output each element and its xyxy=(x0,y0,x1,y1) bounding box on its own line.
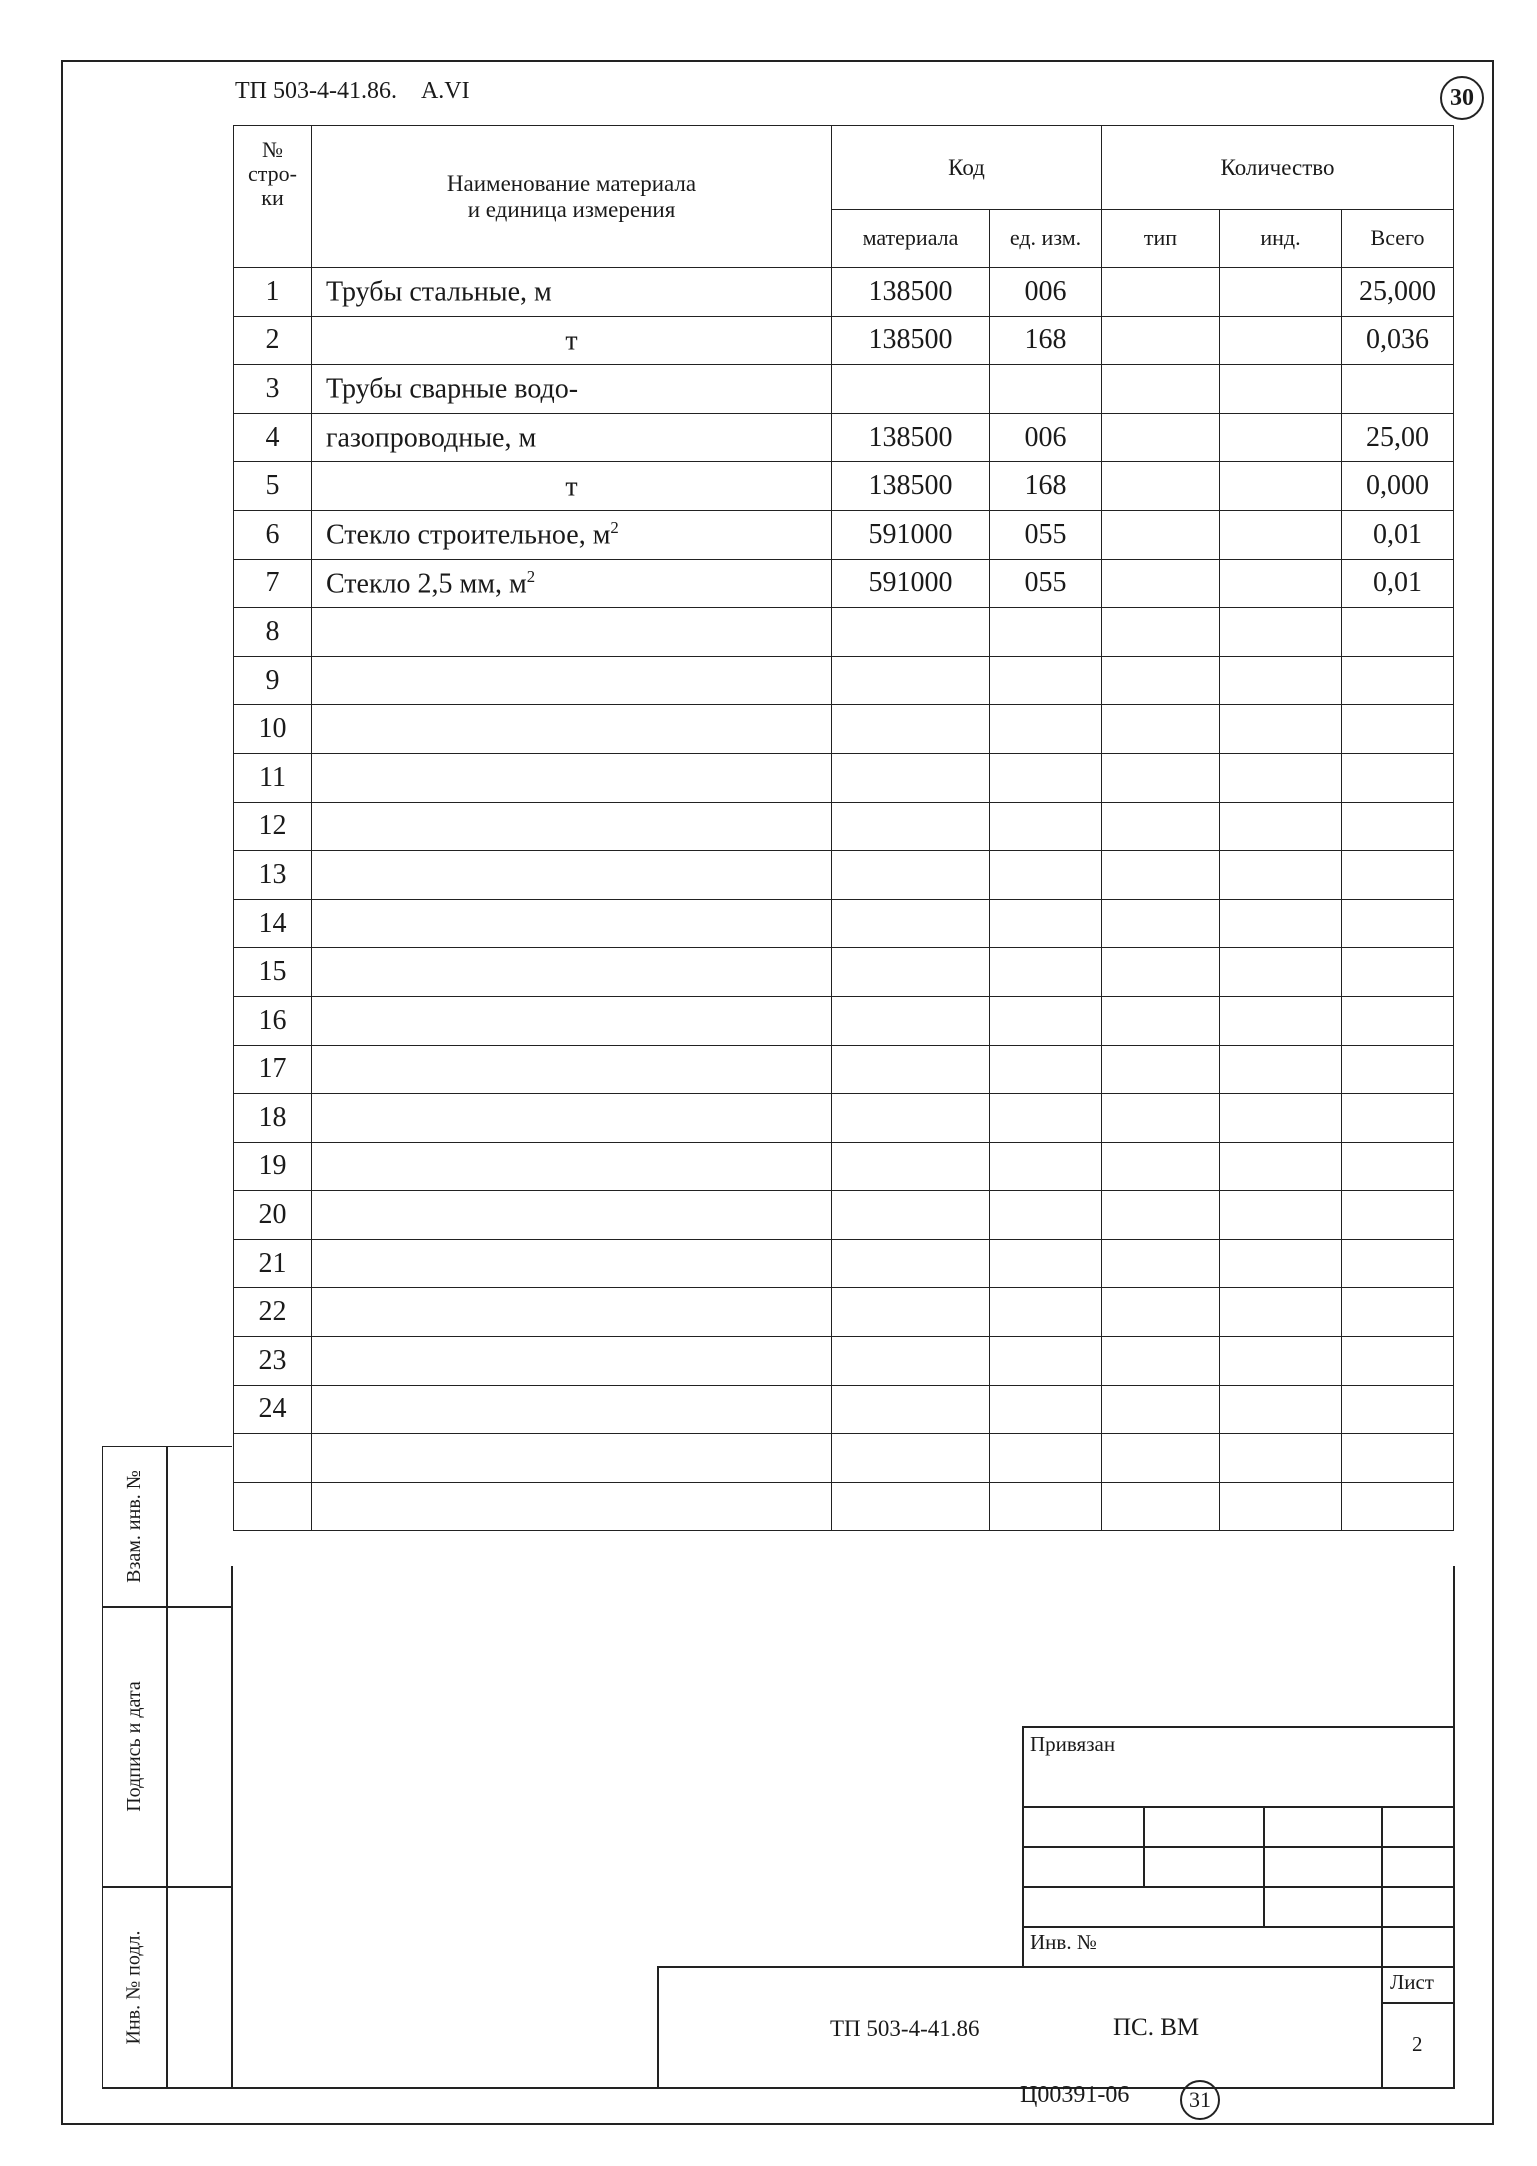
material-code-cell xyxy=(832,1337,990,1386)
title-block-line xyxy=(1143,1806,1145,1886)
row-number-cell xyxy=(234,1434,312,1483)
table-row xyxy=(234,510,1454,559)
footer-page-badge: 31 xyxy=(1180,2080,1220,2120)
drawing-bottom-border xyxy=(102,2087,1455,2089)
qty-total-cell xyxy=(1342,1288,1454,1337)
qty-type-cell xyxy=(1102,510,1220,559)
row-number-cell: 18 xyxy=(234,1094,312,1143)
qty-ind-cell xyxy=(1220,608,1342,657)
stamp-original-inv-label: Инв. № подл. xyxy=(122,1930,145,2044)
material-code-cell: 138500 xyxy=(832,268,990,317)
unit-superscript: 2 xyxy=(610,518,619,538)
row-number-cell: 1 xyxy=(234,268,312,317)
qty-ind-cell xyxy=(1220,1142,1342,1191)
table-row xyxy=(234,1239,1454,1288)
unit-code-cell xyxy=(990,1239,1102,1288)
qty-type-cell xyxy=(1102,1288,1220,1337)
material-name-cell xyxy=(312,316,832,365)
qty-type-cell xyxy=(1102,802,1220,851)
document-header: ТП 503-4-41.86. A.VI xyxy=(235,78,470,104)
material-code-cell xyxy=(832,1288,990,1337)
material-name-text: Трубы стальные, м xyxy=(326,276,552,308)
row-number-cell: 13 xyxy=(234,851,312,900)
material-name-cell xyxy=(312,559,832,608)
qty-total-cell: 0,01 xyxy=(1342,510,1454,559)
qty-ind-cell xyxy=(1220,656,1342,705)
table-row xyxy=(234,1045,1454,1094)
unit-code-cell: 006 xyxy=(990,413,1102,462)
table-row xyxy=(234,851,1454,900)
table-row xyxy=(234,802,1454,851)
row-number-cell: 19 xyxy=(234,1142,312,1191)
header-qty-total: Всего xyxy=(1342,210,1454,268)
qty-type-cell xyxy=(1102,948,1220,997)
material-name-cell xyxy=(312,1288,832,1337)
material-code-cell xyxy=(832,851,990,900)
doc-part: ПС. ВМ xyxy=(1113,2014,1200,2041)
material-name-cell xyxy=(312,1434,832,1483)
table-row xyxy=(234,705,1454,754)
material-code-cell: 591000 xyxy=(832,559,990,608)
material-code-cell: 138500 xyxy=(832,316,990,365)
qty-total-cell xyxy=(1342,899,1454,948)
table-row xyxy=(234,462,1454,511)
table-row xyxy=(234,608,1454,657)
stamp-signature-date-label: Подпись и дата xyxy=(122,1680,145,1812)
row-number-cell: 3 xyxy=(234,365,312,414)
material-code-cell: 138500 xyxy=(832,462,990,511)
header-code-unit: ед. изм. xyxy=(990,210,1102,268)
table-row xyxy=(234,996,1454,1045)
row-number-cell: 9 xyxy=(234,656,312,705)
drawing-left-border xyxy=(231,1566,233,2088)
material-name-cell xyxy=(312,268,832,317)
stamp-replacement-inv xyxy=(102,1446,166,1606)
material-code-cell xyxy=(832,753,990,802)
qty-ind-cell xyxy=(1220,1191,1342,1240)
title-block-line xyxy=(657,1966,659,2088)
inv-label: Инв. № xyxy=(1030,1930,1097,1954)
unit-code-cell xyxy=(990,996,1102,1045)
row-number-cell: 6 xyxy=(234,510,312,559)
material-code-cell xyxy=(832,802,990,851)
material-code-cell: 138500 xyxy=(832,413,990,462)
row-number-cell: 15 xyxy=(234,948,312,997)
unit-code-cell xyxy=(990,1482,1102,1531)
qty-type-cell xyxy=(1102,996,1220,1045)
header-code-material: материала xyxy=(832,210,990,268)
qty-type-cell xyxy=(1102,365,1220,414)
unit-code-cell xyxy=(990,753,1102,802)
qty-ind-cell xyxy=(1220,316,1342,365)
unit-code-cell xyxy=(990,656,1102,705)
table-row xyxy=(234,656,1454,705)
title-block-line xyxy=(1381,1806,1383,2088)
qty-type-cell xyxy=(1102,851,1220,900)
unit-code-cell: 168 xyxy=(990,316,1102,365)
row-number-cell: 7 xyxy=(234,559,312,608)
qty-type-cell xyxy=(1102,1094,1220,1143)
material-code-cell xyxy=(832,899,990,948)
table-row xyxy=(234,899,1454,948)
material-code-cell xyxy=(832,1142,990,1191)
material-name-text: т xyxy=(565,325,578,357)
title-block-line xyxy=(1022,1726,1454,1728)
qty-total-cell xyxy=(1342,365,1454,414)
material-name-cell xyxy=(312,753,832,802)
qty-total-cell xyxy=(1342,1482,1454,1531)
table-row xyxy=(234,1385,1454,1434)
unit-code-cell xyxy=(990,1337,1102,1386)
row-number-cell: 5 xyxy=(234,462,312,511)
qty-total-cell: 0,000 xyxy=(1342,462,1454,511)
qty-ind-cell xyxy=(1220,1094,1342,1143)
material-name-cell xyxy=(312,705,832,754)
row-number-cell: 23 xyxy=(234,1337,312,1386)
title-block-line xyxy=(1022,1926,1454,1928)
header-qty-ind: инд. xyxy=(1220,210,1342,268)
material-name-cell xyxy=(312,1094,832,1143)
row-number-cell: 12 xyxy=(234,802,312,851)
table-row xyxy=(234,268,1454,317)
unit-code-cell xyxy=(990,1191,1102,1240)
qty-type-cell xyxy=(1102,1239,1220,1288)
material-code-cell xyxy=(832,1239,990,1288)
sheet-value: 2 xyxy=(1412,2032,1423,2056)
unit-code-cell xyxy=(990,1094,1102,1143)
header-quantity: Количество xyxy=(1102,126,1454,210)
material-code-cell xyxy=(832,1482,990,1531)
material-code-cell xyxy=(832,705,990,754)
unit-code-cell xyxy=(990,1045,1102,1094)
material-name-text: Трубы сварные водо- xyxy=(326,373,579,405)
qty-ind-cell xyxy=(1220,413,1342,462)
qty-total-cell: 0,036 xyxy=(1342,316,1454,365)
qty-ind-cell xyxy=(1220,1045,1342,1094)
qty-type-cell xyxy=(1102,753,1220,802)
qty-total-cell: 25,00 xyxy=(1342,413,1454,462)
row-number-cell: 17 xyxy=(234,1045,312,1094)
unit-code-cell xyxy=(990,948,1102,997)
title-block-line xyxy=(1381,2002,1454,2004)
qty-type-cell xyxy=(1102,1191,1220,1240)
material-code-cell xyxy=(832,1434,990,1483)
qty-total-cell xyxy=(1342,753,1454,802)
material-code-cell xyxy=(832,996,990,1045)
material-code-cell xyxy=(832,948,990,997)
table-row xyxy=(234,1434,1454,1483)
material-name-cell xyxy=(312,510,832,559)
header-code: Код xyxy=(832,126,1102,210)
bound-label: Привязан xyxy=(1030,1732,1116,1756)
unit-code-cell xyxy=(990,899,1102,948)
qty-ind-cell xyxy=(1220,1288,1342,1337)
qty-type-cell xyxy=(1102,1385,1220,1434)
header-row-no: № стро- ки xyxy=(234,126,312,268)
qty-type-cell xyxy=(1102,656,1220,705)
qty-ind-cell xyxy=(1220,948,1342,997)
row-number-cell: 10 xyxy=(234,705,312,754)
unit-code-cell: 055 xyxy=(990,559,1102,608)
material-name-cell xyxy=(312,851,832,900)
row-number-cell: 8 xyxy=(234,608,312,657)
unit-code-cell xyxy=(990,1434,1102,1483)
unit-code-cell: 168 xyxy=(990,462,1102,511)
header-qty-type: тип xyxy=(1102,210,1220,268)
unit-code-cell xyxy=(990,1288,1102,1337)
qty-total-cell xyxy=(1342,1191,1454,1240)
material-name-cell xyxy=(312,656,832,705)
unit-superscript: 2 xyxy=(526,566,536,586)
qty-total-cell xyxy=(1342,948,1454,997)
material-code-cell xyxy=(832,365,990,414)
qty-ind-cell xyxy=(1220,802,1342,851)
material-code-cell xyxy=(832,608,990,657)
header-name: Наименование материала и единица измерения xyxy=(312,126,832,268)
unit-code-cell xyxy=(990,608,1102,657)
sheet-label: Лист xyxy=(1390,1970,1434,1994)
material-name-cell xyxy=(312,1337,832,1386)
qty-ind-cell xyxy=(1220,1385,1342,1434)
material-name-cell xyxy=(312,1482,832,1531)
row-number-cell xyxy=(234,1482,312,1531)
qty-ind-cell xyxy=(1220,268,1342,317)
qty-ind-cell xyxy=(1220,705,1342,754)
stamp-replacement-inv-label: Взам. инв. № xyxy=(122,1469,145,1583)
qty-type-cell xyxy=(1102,608,1220,657)
table-row xyxy=(234,1094,1454,1143)
qty-total-cell: 0,01 xyxy=(1342,559,1454,608)
materials-table xyxy=(233,125,1454,1531)
qty-type-cell xyxy=(1102,1434,1220,1483)
qty-type-cell xyxy=(1102,705,1220,754)
unit-code-cell xyxy=(990,1142,1102,1191)
table-row xyxy=(234,1482,1454,1531)
table-row xyxy=(234,1191,1454,1240)
material-code-cell xyxy=(832,1045,990,1094)
row-number-cell: 16 xyxy=(234,996,312,1045)
qty-ind-cell xyxy=(1220,1239,1342,1288)
qty-ind-cell xyxy=(1220,510,1342,559)
material-code-cell: 591000 xyxy=(832,510,990,559)
material-name-cell xyxy=(312,802,832,851)
row-number-cell: 22 xyxy=(234,1288,312,1337)
qty-total-cell xyxy=(1342,1045,1454,1094)
qty-type-cell xyxy=(1102,1337,1220,1386)
material-name-text: Стекло строительное, м xyxy=(326,519,611,551)
qty-type-cell xyxy=(1102,268,1220,317)
qty-type-cell xyxy=(1102,1142,1220,1191)
title-block-line xyxy=(657,1966,1454,1968)
qty-total-cell xyxy=(1342,1434,1454,1483)
qty-total-cell xyxy=(1342,996,1454,1045)
qty-ind-cell xyxy=(1220,851,1342,900)
row-number-cell: 21 xyxy=(234,1239,312,1288)
table-row xyxy=(234,1337,1454,1386)
qty-total-cell xyxy=(1342,656,1454,705)
footer-code: Ц00391-06 xyxy=(1020,2082,1130,2108)
row-number-cell: 4 xyxy=(234,413,312,462)
table-row xyxy=(234,948,1454,997)
table-row xyxy=(234,1142,1454,1191)
unit-code-cell: 006 xyxy=(990,268,1102,317)
material-name-cell xyxy=(312,1239,832,1288)
qty-total-cell xyxy=(1342,705,1454,754)
title-block-line xyxy=(1022,1886,1454,1888)
qty-type-cell xyxy=(1102,413,1220,462)
unit-code-cell xyxy=(990,802,1102,851)
title-block-line xyxy=(1022,1806,1454,1808)
qty-ind-cell xyxy=(1220,1482,1342,1531)
qty-total-cell xyxy=(1342,851,1454,900)
row-number-cell: 2 xyxy=(234,316,312,365)
stamp-signature-date xyxy=(102,1606,166,1886)
qty-type-cell xyxy=(1102,899,1220,948)
unit-code-cell: 055 xyxy=(990,510,1102,559)
stamp-original-inv xyxy=(102,1886,166,2088)
qty-total-cell xyxy=(1342,1385,1454,1434)
qty-total-cell xyxy=(1342,608,1454,657)
qty-total-cell: 25,000 xyxy=(1342,268,1454,317)
qty-type-cell xyxy=(1102,462,1220,511)
qty-ind-cell xyxy=(1220,365,1342,414)
qty-ind-cell xyxy=(1220,899,1342,948)
material-name-cell xyxy=(312,413,832,462)
qty-total-cell xyxy=(1342,1239,1454,1288)
qty-ind-cell xyxy=(1220,1434,1342,1483)
qty-ind-cell xyxy=(1220,462,1342,511)
material-code-cell xyxy=(832,1094,990,1143)
row-number-cell: 24 xyxy=(234,1385,312,1434)
material-code-cell xyxy=(832,656,990,705)
material-name-text: газопроводные, м xyxy=(326,422,537,454)
material-name-cell xyxy=(312,462,832,511)
table-row xyxy=(234,316,1454,365)
material-code-cell xyxy=(832,1385,990,1434)
qty-total-cell xyxy=(1342,1142,1454,1191)
material-name-cell xyxy=(312,996,832,1045)
qty-type-cell xyxy=(1102,1482,1220,1531)
qty-type-cell xyxy=(1102,559,1220,608)
material-name-cell xyxy=(312,948,832,997)
qty-ind-cell xyxy=(1220,559,1342,608)
table-row xyxy=(234,559,1454,608)
material-name-cell xyxy=(312,1142,832,1191)
table-row xyxy=(234,753,1454,802)
qty-total-cell xyxy=(1342,1094,1454,1143)
row-number-cell: 11 xyxy=(234,753,312,802)
stamp-divider xyxy=(166,1446,168,2088)
page-number-badge: 30 xyxy=(1440,76,1484,120)
qty-total-cell xyxy=(1342,1337,1454,1386)
qty-type-cell xyxy=(1102,1045,1220,1094)
table-row xyxy=(234,1288,1454,1337)
table-row xyxy=(234,413,1454,462)
title-block-line xyxy=(1263,1806,1265,1926)
unit-code-cell xyxy=(990,1385,1102,1434)
material-name-text: т xyxy=(565,470,578,502)
material-name-cell xyxy=(312,1045,832,1094)
unit-code-cell xyxy=(990,851,1102,900)
row-number-cell: 20 xyxy=(234,1191,312,1240)
material-name-text: Стекло 2,5 мм, м xyxy=(326,568,527,600)
qty-ind-cell xyxy=(1220,996,1342,1045)
material-name-cell xyxy=(312,365,832,414)
row-number-cell: 14 xyxy=(234,899,312,948)
drawing-right-border xyxy=(1453,1566,1455,2088)
qty-type-cell xyxy=(1102,316,1220,365)
unit-code-cell xyxy=(990,365,1102,414)
doc-code: ТП 503-4-41.86 xyxy=(830,2016,980,2041)
unit-code-cell xyxy=(990,705,1102,754)
qty-ind-cell xyxy=(1220,753,1342,802)
qty-ind-cell xyxy=(1220,1337,1342,1386)
title-block-line xyxy=(1022,1846,1454,1848)
qty-total-cell xyxy=(1342,802,1454,851)
material-name-cell xyxy=(312,608,832,657)
material-name-cell xyxy=(312,899,832,948)
material-name-cell xyxy=(312,1191,832,1240)
material-code-cell xyxy=(832,1191,990,1240)
material-name-cell xyxy=(312,1385,832,1434)
table-row xyxy=(234,365,1454,414)
